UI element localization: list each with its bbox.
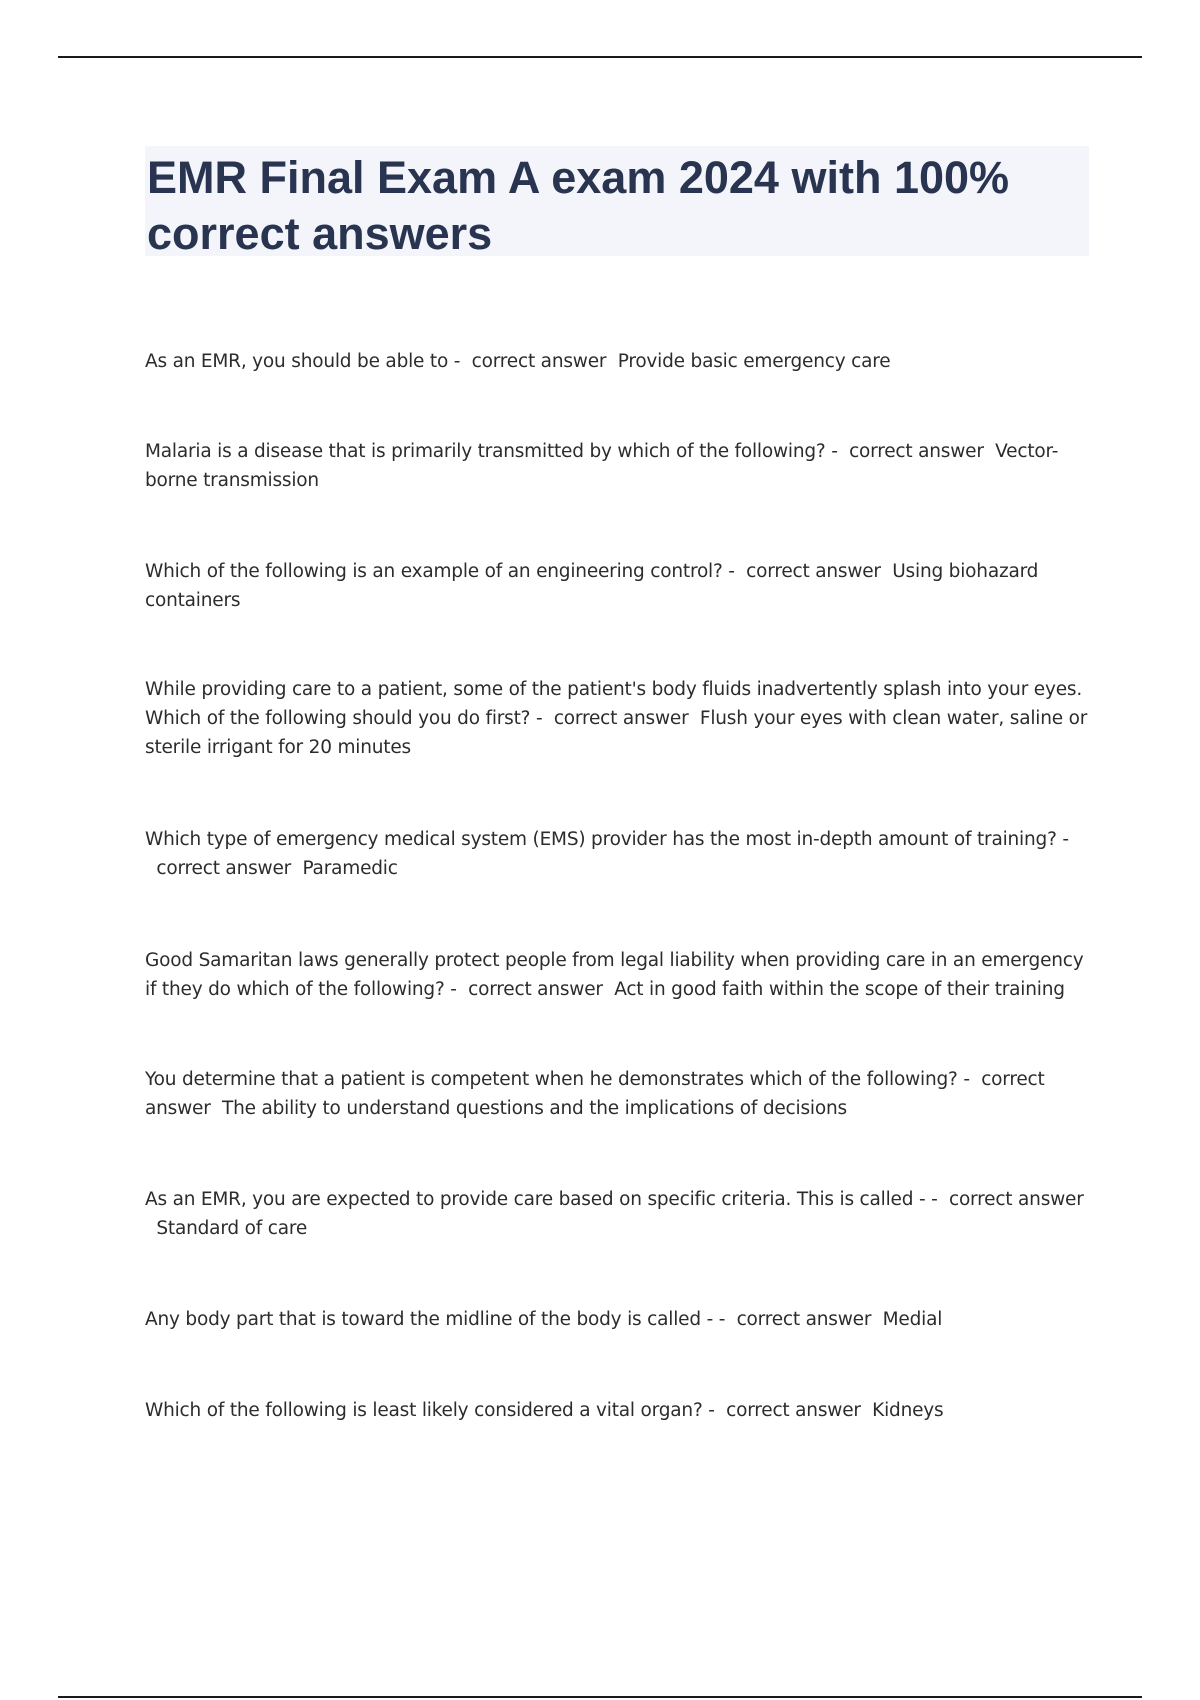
answer-marker: correct answer [553, 708, 689, 729]
question-text: Any body part that is toward the midline of the body is called - - [145, 1309, 726, 1330]
question-text: As an EMR, you are expected to provide care based on specific criteria. This is called - - [145, 1189, 938, 1210]
answer-marker: correct answer [145, 1069, 1045, 1119]
question-text: Good Samaritan laws generally protect people from legal liability when providing care in an emergency if they do which of the following? - [145, 950, 1084, 1000]
answer-marker: correct answer [736, 1309, 872, 1330]
top-rule [58, 56, 1142, 58]
question-text: Which of the following is an example of an engineering control? - [145, 561, 735, 582]
qa-item [145, 675, 1091, 762]
answer-text: Standard of care [156, 1218, 308, 1239]
answer-text: Paramedic [302, 858, 398, 879]
answer-text: Vector-borne transmission [145, 441, 1059, 491]
page-title: EMR Final Exam A exam 2024 with 100% correct answers [147, 152, 1010, 259]
answer-text: Medial [882, 1309, 943, 1330]
answer-marker: correct answer [726, 1400, 861, 1421]
answer-marker: correct answer [948, 1189, 1084, 1210]
answer-text: Flush your eyes with clean water, saline or sterile irrigant for 20 minutes [145, 708, 1088, 758]
qa-item [145, 1396, 1091, 1425]
question-text: Which type of emergency medical system (EMS) provider has the most in-depth amount of training? - [145, 829, 1069, 850]
question-text: While providing care to a patient, some of the patient's body fluids inadvertently splash into your eyes. Which of the following should you do first? - [145, 679, 1083, 729]
answer-marker: correct answer [468, 979, 603, 1000]
answer-marker: correct answer [471, 351, 607, 372]
answer-marker: correct answer [746, 561, 881, 582]
qa-item [145, 1065, 1091, 1123]
question-text: Which of the following is least likely considered a vital organ? - [145, 1400, 715, 1421]
qa-item [145, 347, 1091, 376]
qa-item [145, 437, 1091, 495]
qa-item [145, 557, 1091, 615]
answer-text: Act in good faith within the scope of their training [614, 979, 1065, 1000]
answer-text: Using biohazard containers [145, 561, 1039, 611]
answer-text: The ability to understand questions and the implications of decisions [222, 1098, 847, 1119]
title-block [145, 146, 1089, 259]
question-text: As an EMR, you should be able to - [145, 351, 461, 372]
answer-text: Provide basic emergency care [617, 351, 891, 372]
bottom-rule [58, 1696, 1142, 1698]
answer-marker: correct answer [156, 858, 292, 879]
qa-item [145, 825, 1091, 883]
answer-text: Kidneys [872, 1400, 944, 1421]
qa-item [145, 1185, 1091, 1243]
question-text: You determine that a patient is competent when he demonstrates which of the following? - [145, 1069, 970, 1090]
qa-item [145, 1305, 1091, 1334]
question-text: Malaria is a disease that is primarily transmitted by which of the following? - [145, 441, 838, 462]
answer-marker: correct answer [849, 441, 984, 462]
qa-item [145, 946, 1091, 1004]
